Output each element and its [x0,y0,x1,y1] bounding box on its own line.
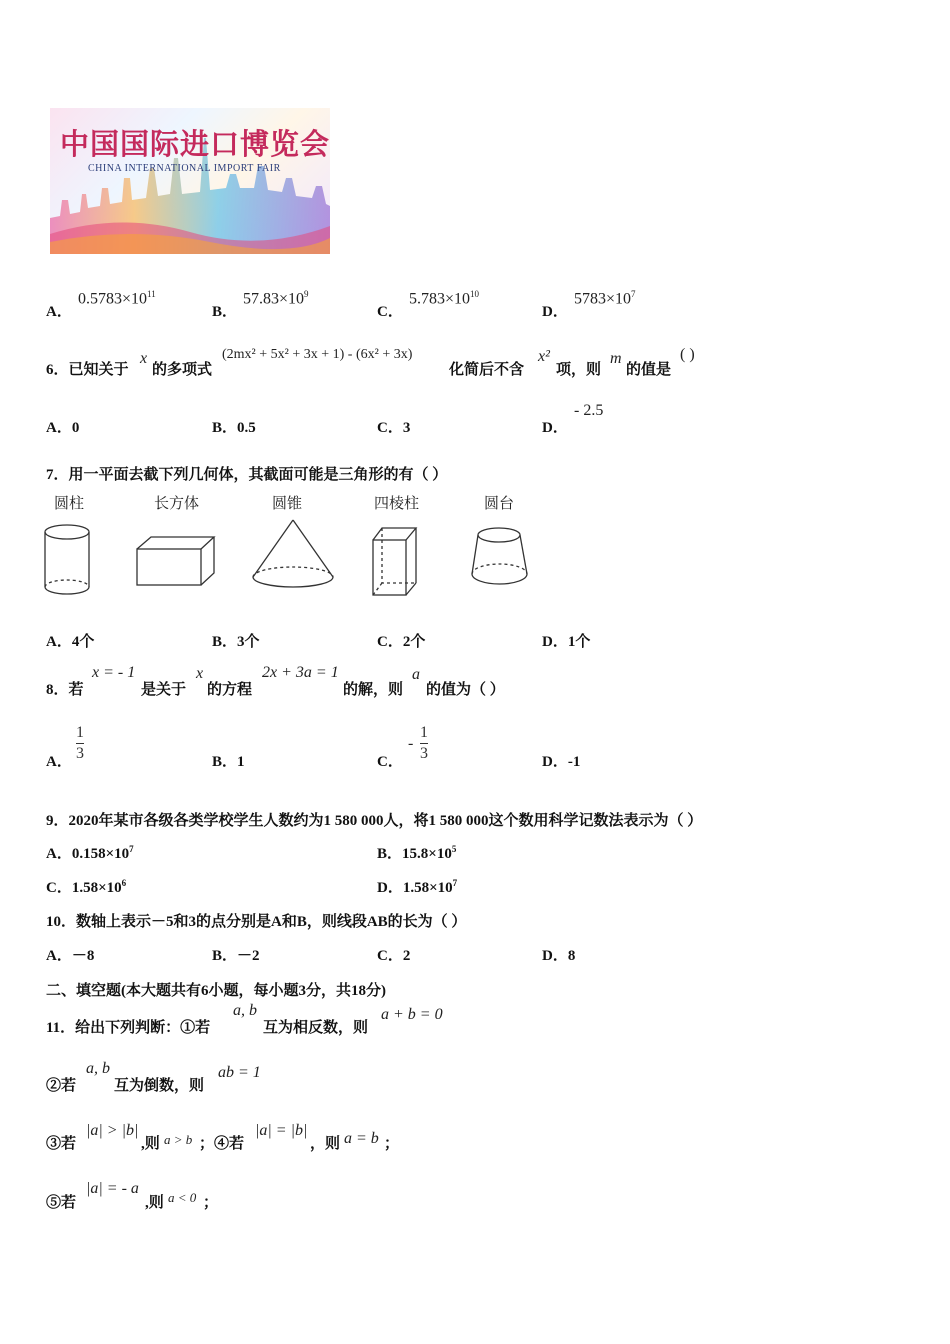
q5-option-a[interactable] [46,300,72,321]
q11-line3-a-gt-b: a > b [164,1132,193,1147]
q8-equation: 2x + 3a = 1 [262,664,339,681]
q9-option-c[interactable]: C．$1.58\times 10^6$ [46,878,127,896]
q8-option-a[interactable]: A． [46,754,72,770]
q10-prompt: 10．数轴上表示－5和3的点分别是A和B，则线段AB的长为（ ） [46,914,467,930]
q5-option-b-value: $57.83\times 10^9$ [243,289,309,308]
q6-answer-blank: ( ) [680,346,695,363]
q10-option-d[interactable]: D．8 [542,948,576,964]
frustum-icon [472,528,527,584]
q11-line1-text: 11．给出下列判断：①若 [46,1020,211,1036]
q6-option-a[interactable]: A．0 [46,420,80,436]
shape-label-cuboid: 长方体 [154,494,200,512]
cylinder-icon [45,525,89,594]
q8-var-x: x [196,665,204,682]
q11-line4-text-b: ,则 [145,1195,164,1211]
q11-line3-a-eq-b: a = b [344,1130,379,1147]
q11-line1-ab: a, b [233,1002,257,1019]
q9-option-a[interactable]: A．$0.158\times 10^7$ [46,844,134,862]
q6-prompt: 6．已知关于 [46,362,129,378]
cone-icon [253,520,333,587]
cuboid-icon [137,537,214,585]
q8-eq-x: x = - 1 [92,664,136,681]
q7-option-c[interactable]: C．2个 [377,634,426,650]
q8-option-c[interactable]: C． [377,754,403,770]
q11-line4-abs-neg: |a| = - a [86,1180,139,1197]
q7-option-d[interactable]: D．1个 [542,634,591,650]
q10-option-b[interactable]: B．－2 [212,948,260,964]
q11-line3-text-c: ；④若 [199,1136,245,1152]
q6-option-d-value: - 2.5 [574,402,604,419]
shape-label-frustum: 圆台 [484,494,515,512]
q8-option-a-fraction: 1 3 [76,724,84,762]
shape-label-cylinder: 圆柱 [54,494,85,512]
q10-option-c[interactable]: C．2 [377,948,411,964]
q7-option-b[interactable]: B．3个 [212,634,260,650]
q8-text-3: 的方程 [207,682,253,698]
option-label: C． [377,304,403,320]
section-heading-fill-in: 二、填空题(本大题共有6小题，每小题3分，共18分) [46,983,386,999]
q6-text-5: 的值是 [626,362,672,378]
q8-option-d[interactable]: D．-1 [542,754,581,770]
q6-var-x: x [140,350,148,367]
banner-title-cn: 中国国际进口博览会 [60,127,330,161]
shape-label-prism: 四棱柱 [374,494,420,512]
q11-line2-text-b: 互为倒数，则 [114,1078,205,1094]
q11-line3-abs-eq: |a| = |b| [255,1122,308,1139]
q11-line4-end: ； [203,1195,219,1211]
option-label: A． [46,304,72,320]
option-label: D． [542,304,568,320]
q11-line3-end: ； [384,1136,400,1152]
option-label: B． [212,304,238,320]
prism-icon [373,528,416,595]
q11-line3-text: ③若 [46,1136,77,1152]
q5-option-d-value: $5783\times 10^7$ [574,289,636,308]
q6-option-d[interactable]: D． [542,420,568,436]
q8-prompt: 8．若 [46,682,84,698]
q8-text-2: 是关于 [141,682,187,698]
q5-option-d[interactable] [542,300,568,321]
q5-option-c-value: $5.783\times 10^{10}$ [409,289,480,308]
q5-option-a-value: $0.5783\times 10^{11}$ [78,289,156,308]
q11-line4-a-lt-0: a < 0 [168,1190,197,1205]
q9-option-b[interactable]: B．$15.8\times 10^5$ [377,844,457,862]
q7-solids-figure [0,515,560,600]
q8-option-c-sign: - [408,735,414,752]
q11-line3-text-d: ，则 [310,1136,341,1152]
q10-option-a[interactable]: A．－8 [46,948,95,964]
q6-option-b[interactable]: B．0.5 [212,420,256,436]
q8-option-c-fraction: 1 3 [420,724,428,762]
q8-option-b[interactable]: B．1 [212,754,245,770]
q7-option-a[interactable]: A．4个 [46,634,95,650]
q11-line4-text: ⑤若 [46,1195,77,1211]
q11-line3-abs-gt: |a| > |b| [86,1122,139,1139]
q8-var-a: a [412,666,420,683]
expo-banner-image [50,108,330,254]
q6-text-4: 项，则 [556,362,602,378]
q5-option-c[interactable] [377,300,403,321]
q6-x-squared: x² [538,348,550,365]
q11-line1-text-b: 互为相反数，则 [263,1020,369,1036]
banner-title-en: CHINA INTERNATIONAL IMPORT FAIR [88,163,281,174]
q6-text-2: 的多项式 [152,362,213,378]
q6-var-m: m [610,350,622,367]
q11-line2-eq: ab = 1 [218,1064,261,1081]
q11-line2-ab: a, b [86,1060,110,1077]
q11-line3-text-b: ,则 [141,1136,160,1152]
q6-option-c[interactable]: C．3 [377,420,411,436]
shape-label-cone: 圆锥 [272,494,303,512]
q6-polynomial: (2mx² + 5x² + 3x + 1) - (6x² + 3x) [222,347,413,362]
q9-option-d[interactable]: D．$1.58\times 10^7$ [377,878,458,896]
q6-text-3: 化简后不含 [449,362,525,378]
q11-line1-eq: a + b = 0 [381,1006,443,1023]
q8-text-5: 的值为（ ） [426,682,505,698]
q9-prompt: 9．2020年某市各级各类学校学生人数约为1 580 000人，将1 580 000这个数用科学记数法表示为（ ） [46,813,703,829]
q5-option-b[interactable] [212,300,237,321]
q11-line2-text: ②若 [46,1078,77,1094]
q7-prompt: 7．用一平面去截下列几何体，其截面可能是三角形的有（ ） [46,467,448,483]
q8-text-4: 的解，则 [343,682,404,698]
